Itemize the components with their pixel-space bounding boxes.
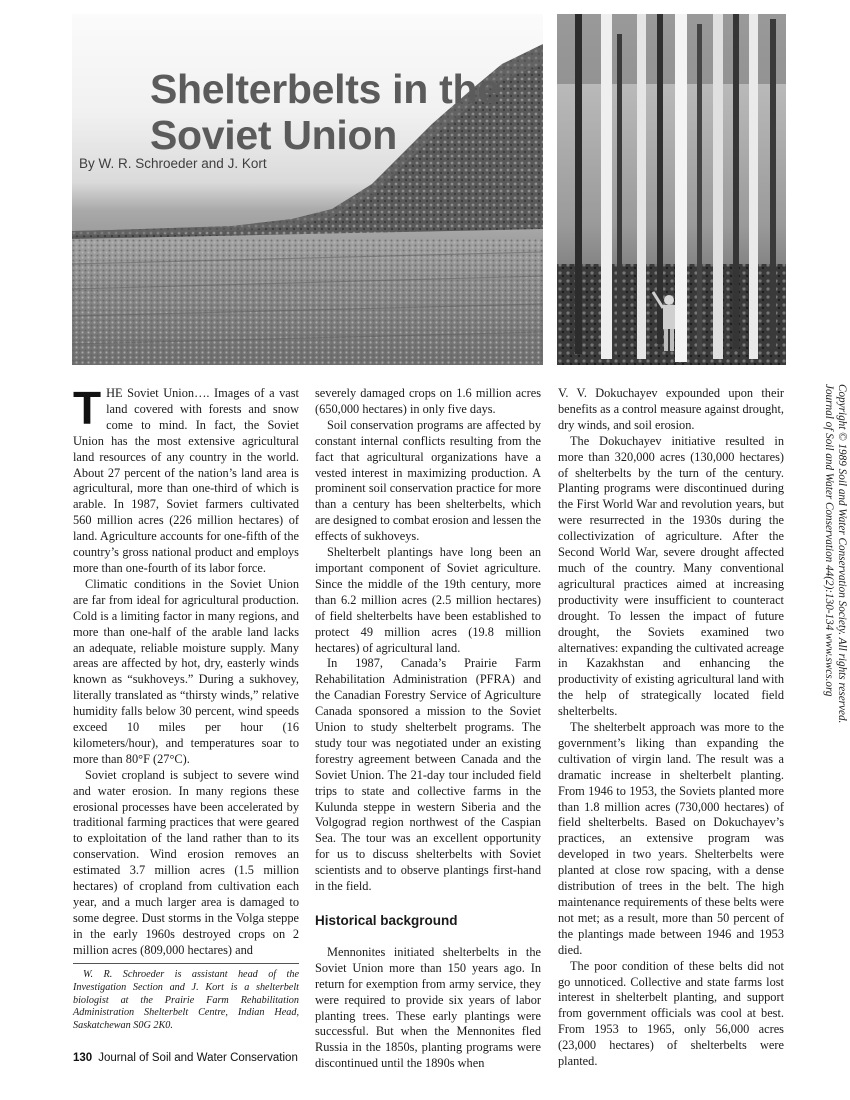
header-photo-forest	[557, 14, 786, 365]
body-paragraph: Mennonites initiated shelterbelts in the Soviet Union more than 150 years ago. In return for exemption from army service, they were required to provide six years of labor planting trees. These early plantings were successful. But when the Mennonites fled Russia in the 1850s, planting programs were discontinued until the 1890s when	[315, 944, 541, 1071]
author-footnote: W. R. Schroeder is assistant head of the Investigation Section and J. Kort is a shelterbelt biologist at the Prairie Farm Rehabilitation Administration Shelterbelt Centre, Indian Head, Saskatchewan S0G 2K0.	[73, 969, 299, 1032]
copyright-line-1: Copyright © 1989 Soil and Water Conservation Society. All rights reserved.	[836, 384, 848, 724]
text-column-1	[73, 382, 299, 959]
body-paragraph: severely damaged crops on 1.6 million acres (650,000 hectares) in only five days.	[315, 386, 541, 416]
section-heading: Historical background	[315, 913, 458, 928]
body-paragraph: Soviet cropland is subject to severe wind and water erosion. In many regions these erosional processes have been accelerated by traditional farming practices that were geared to exploitation of the land rather than to its conservation. Wind erosion removes an estimated 3.7 million acres (1.5 million hectares) of cropland from cultivation each year, and a much larger area is damaged to some degree. Dust storms in the Volga steppe in the early 1960s destroyed crops on 2 million acres (809,000 hectares) and	[73, 767, 299, 957]
body-paragraph: In 1987, Canada’s Prairie Farm Rehabilitation Administration (PFRA) and the Canadian Forestry Service of Agriculture Canada sponsored a mission to the Soviet Union to study shelterbelt programs. The study tour was negotiated under an existing forestry agreement between Canada and the Soviet Union. The 21-day tour included field trips to state and collective farms in the Kulunda steppe in western Siberia and the Volgograd region northwest of the Caspian Sea. The tour was an excellent opportunity for us to discuss shelterbelts with Soviet scientists and to observe plantings first-hand in the field.	[315, 656, 541, 894]
text-column-3	[558, 386, 784, 1070]
body-paragraph: The Dokuchayev initiative resulted in more than 320,000 acres (130,000 hectares) of shelterbelts by the turn of the century. Planting programs were discontinued during the First World War and revolution years, but were resurrected in the 1930s during the collectivization of agriculture. After the Second World War, severe drought affected much of the country. Many conventional agricultural practices aimed at increasing productivity were insufficient to counteract drought. To lessen the impact of future drought, the Soviets examined two alternatives: expanding the cultivated acreage in Kazakhstan and enhancing the productivity of existing agricultural land with the help of strategically located field shelterbelts.	[558, 433, 784, 719]
page-number: 130	[73, 1052, 93, 1064]
forest-with-person-photo-icon	[557, 14, 786, 365]
copyright-line-2: Journal of Soil and Water Conservation 44(2):130-134 www.swcs.org	[823, 384, 835, 697]
drop-cap: T	[73, 382, 102, 434]
article-title-line-2: Soviet Union	[150, 112, 397, 158]
body-paragraph: The shelterbelt approach was more to the government’s liking than expanding the cultivation of virgin land. The result was a dramatic increase in shelterbelt planting. From 1946 to 1953, the Soviets planted more than 1.8 million acres (730,000 hectares) of field shelterbelts. Based on Dokuchayev’s practices, an extensive program was developed in two years. Shelterbelts were planted at close row spacing, with a dense distribution of trees in the belt. The high maintenance requirements of these belts were not met; as a result, more than 50 percent of the plantings made between 1946 and 1953 died.	[558, 720, 784, 957]
article-title	[150, 66, 543, 158]
journal-name: Journal of Soil and Water Conservation	[98, 1052, 298, 1064]
body-paragraph: Soil conservation programs are affected by constant internal conflicts resulting from the fact that agricultural organizations have a vested interest in maximizing production. A prominent soil conservation practice for more than a century has been shelterbelts, which are designed to combat erosion and lessen the effects of sukhoveys.	[315, 417, 541, 544]
body-paragraph: The poor condition of these belts did not go unnoticed. Collective and state farms lost interest in shelterbelt planting, and support from government officials was cool at best. From 1953 to 1965, only 56,000 acres (23,000 hectares) of shelterbelts were planted.	[558, 958, 784, 1069]
copyright-notice	[806, 384, 850, 724]
body-paragraph: V. V. Dokuchayev expounded upon their benefits as a control measure against drought, dry winds, and soil erosion.	[558, 386, 784, 432]
paragraph-text: HE Soviet Union…. Images of a vast land covered with forests and snow come to mind. In fact, the Soviet Union has the most extensive agricultural land resources of any country in the world. About 27 percent of the nation’s land area is agricultural, more than one-third of which is arable. In 1987, Soviet farmers cultivated 560 million acres (226 million hectares) of land. Agriculture accounts for one-fifth of the country’s gross national product and employs more than one-fourth of its labor force.	[73, 386, 299, 575]
footnote-divider	[73, 963, 299, 964]
text-column-2	[315, 386, 541, 1072]
article-title-line-1: Shelterbelts in the	[150, 66, 500, 112]
body-paragraph	[73, 382, 299, 577]
header-photo-field	[72, 14, 543, 365]
body-paragraph: Climatic conditions in the Soviet Union are far from ideal for agricultural production. Cold is a limiting factor in many regions, and more than one-half of the arable land lacks an adequate, reliable moisture supply. Many areas are affected by hot, dry, easterly winds known as “sukhoveys.” During a sukhovey, literally translated as “thirsty winds,” relative humidity falls below 30 percent, wind speeds exceed 10 miles per hour (16 kilometers/hour), and temperatures soar to more than 80°F (27°C).	[73, 576, 299, 766]
article-byline: By W. R. Schroeder and J. Kort	[79, 156, 267, 171]
body-paragraph: Shelterbelt plantings have long been an important component of Soviet agriculture. Since the middle of the 19th century, more than 6.2 million acres (2.5 million hectares) of field shelterbelts have been established to protect 49 million acres (19.8 million hectares) of agricultural land.	[315, 545, 541, 655]
page-folio	[73, 1052, 298, 1064]
